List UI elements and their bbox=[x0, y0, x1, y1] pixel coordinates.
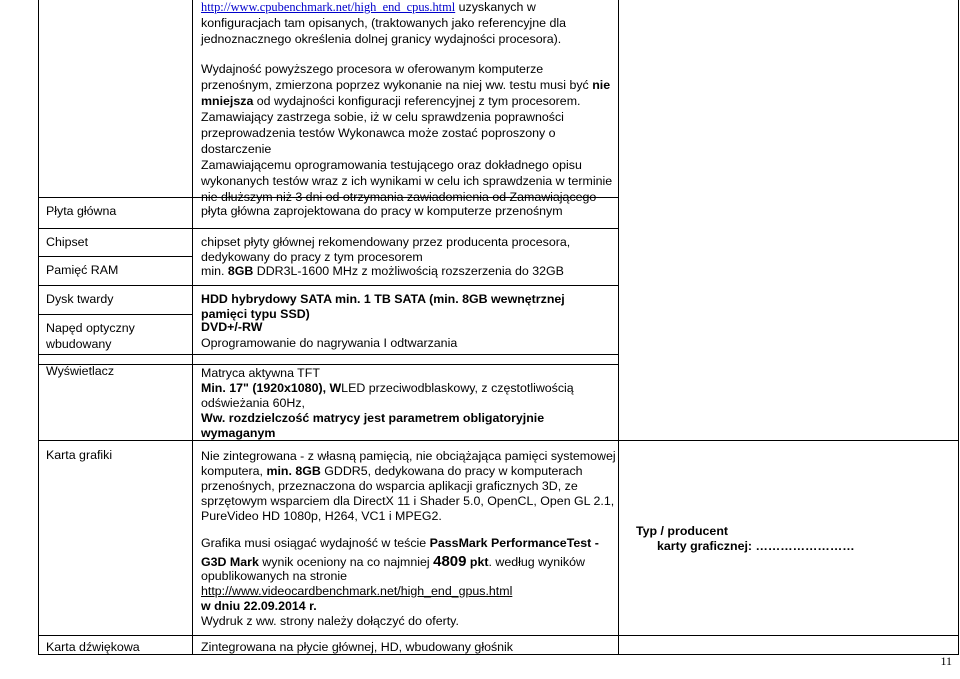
spec-disk-1: HDD hybrydowy SATA min. 1 TB SATA (min. 8GB wewnętrznej bbox=[201, 292, 565, 306]
spec-optical-1: DVD+/-RW bbox=[201, 320, 263, 334]
label-chipset: Chipset bbox=[46, 235, 89, 249]
row-line bbox=[38, 314, 192, 315]
spec-display-2: Min. 17" (1920x1080), WLED przeciwodblaskowy, z częstotliwością bbox=[201, 381, 574, 395]
top-line-3: jednoznacznego określenia dolnej granicy wydajności procesora). bbox=[201, 32, 562, 46]
perf-line-4: Zamawiający zastrzega sobie, iż w celu sprawdzenia poprawności bbox=[201, 110, 564, 124]
spec-display-3: odświeżania 60Hz, bbox=[201, 396, 306, 410]
perf-line-7: Zamawiającemu oprogramowania testującego oraz dokładnego opisu bbox=[201, 158, 582, 172]
top-line-1: http://www.cpubenchmark.net/high_end_cpus.html uzyskanych w bbox=[201, 0, 536, 14]
label-display: Wyświetlacz bbox=[46, 364, 115, 378]
right-border bbox=[958, 0, 959, 655]
row-line bbox=[192, 285, 618, 286]
spec-gpu-8: opublikowanych na stronie bbox=[201, 569, 348, 583]
row-line bbox=[618, 635, 958, 636]
producer-label-2: karty graficznej: …………………… bbox=[657, 539, 855, 553]
row-line bbox=[38, 285, 192, 286]
row-line bbox=[192, 354, 618, 355]
spec-optical-2: Oprogramowanie do nagrywania I odtwarzania bbox=[201, 336, 458, 350]
row-line bbox=[618, 440, 958, 441]
spec-gpu-1: Nie zintegrowana - z własną pamięcią, nie obciążająca pamięci systemowej bbox=[201, 449, 616, 463]
row-line bbox=[38, 256, 192, 257]
spec-gpu-6: Grafika musi osiągać wydajność w teście PassMark PerformanceTest - bbox=[201, 536, 599, 550]
column-divider-1 bbox=[192, 0, 193, 655]
perf-line-5: przeprowadzenia testów Wykonawca może zostać poproszony o bbox=[201, 126, 556, 140]
spec-display-1: Matryca aktywna TFT bbox=[201, 366, 320, 380]
label-optical-2: wbudowany bbox=[46, 337, 112, 351]
row-line bbox=[38, 354, 192, 355]
perf-line-1: Wydajność powyższego procesora w oferowanym komputerze bbox=[201, 62, 544, 76]
spec-ram: min. 8GB DDR3L-1600 MHz z możliwością rozszerzenia do 32GB bbox=[201, 264, 564, 278]
perf-line-9: nie dłuższym niż 3 dni od otrzymania zawiadomienia od Zamawiającego bbox=[201, 190, 597, 204]
label-ram: Pamięć RAM bbox=[46, 263, 119, 277]
row-line bbox=[38, 228, 192, 229]
row-line bbox=[38, 440, 192, 441]
perf-line-6: dostarczenie bbox=[201, 142, 272, 156]
spec-gpu-7: G3D Mark wynik oceniony na co najmniej 4809 pkt. według wyników bbox=[201, 553, 585, 570]
spec-gpu-4: sprzętowym wsparciem dla DirectX 11 i Shader 5.0, OpenCL, Open GL 2.1, bbox=[201, 494, 615, 508]
label-audio: Karta dźwiękowa bbox=[46, 640, 140, 654]
spec-gpu-10: w dniu 22.09.2014 r. bbox=[201, 599, 317, 613]
page-number: 11 bbox=[940, 654, 952, 668]
spec-display-4: Ww. rozdzielczość matrycy jest parametrem obligatoryjnie bbox=[201, 411, 545, 425]
top-line-2: konfiguracjach tam opisanych, (traktowanych jako referencyjne dla bbox=[201, 16, 567, 30]
row-line bbox=[192, 228, 618, 229]
spec-gpu-11: Wydruk z ww. strony należy dołączyć do oferty. bbox=[201, 614, 459, 628]
row-line bbox=[192, 364, 618, 365]
perf-line-8: wykonanych testów wraz z ich wynikami w celu ich sprawdzenia w terminie bbox=[201, 174, 613, 188]
label-gpu: Karta grafiki bbox=[46, 448, 113, 462]
spec-gpu-3: przenośnych, przeznaczona do wsparcia aplikacji graficznych 3D, ze bbox=[201, 479, 578, 493]
label-optical-1: Napęd optyczny bbox=[46, 321, 135, 335]
spec-gpu-2: komputera, min. 8GB GDDR5, dedykowana do pracy w komputerach bbox=[201, 464, 583, 478]
spec-gpu-5: PureVideo HD 1080p, H264, VC1 i MPEG2. bbox=[201, 509, 442, 523]
perf-line-3: mniejsza od wydajności konfiguracji referencyjnej z tym procesorem. bbox=[201, 94, 581, 108]
spec-display-5: wymaganym bbox=[201, 426, 276, 440]
label-disk: Dysk twardy bbox=[46, 292, 114, 306]
spec-chipset-2: dedykowany do pracy z tym procesorem bbox=[201, 250, 423, 264]
spec-disk-2: pamięci typu SSD) bbox=[201, 307, 310, 321]
row-line bbox=[192, 635, 618, 636]
spec-chipset-1: chipset płyty głównej rekomendowany przez producenta procesora, bbox=[201, 235, 571, 249]
gpu-benchmark-link[interactable]: http://www.videocardbenchmark.net/high_end_gpus.html bbox=[201, 584, 513, 598]
column-divider-2 bbox=[618, 0, 619, 655]
left-border bbox=[38, 0, 39, 655]
label-mainboard: Płyta główna bbox=[46, 204, 117, 218]
row-line bbox=[38, 635, 192, 636]
spec-audio: Zintegrowana na płycie głównej, HD, wbudowany głośnik bbox=[201, 640, 513, 654]
spec-mainboard: płyta główna zaprojektowana do pracy w komputerze przenośnym bbox=[201, 204, 563, 218]
cpu-benchmark-link[interactable]: http://www.cpubenchmark.net/high_end_cpus.html bbox=[201, 0, 456, 14]
perf-line-2: przenośnym, zmierzona poprzez wykonanie na niej ww. testu musi być nie bbox=[201, 78, 611, 92]
producer-label-1: Typ / producent bbox=[636, 524, 729, 538]
row-line bbox=[38, 197, 192, 198]
